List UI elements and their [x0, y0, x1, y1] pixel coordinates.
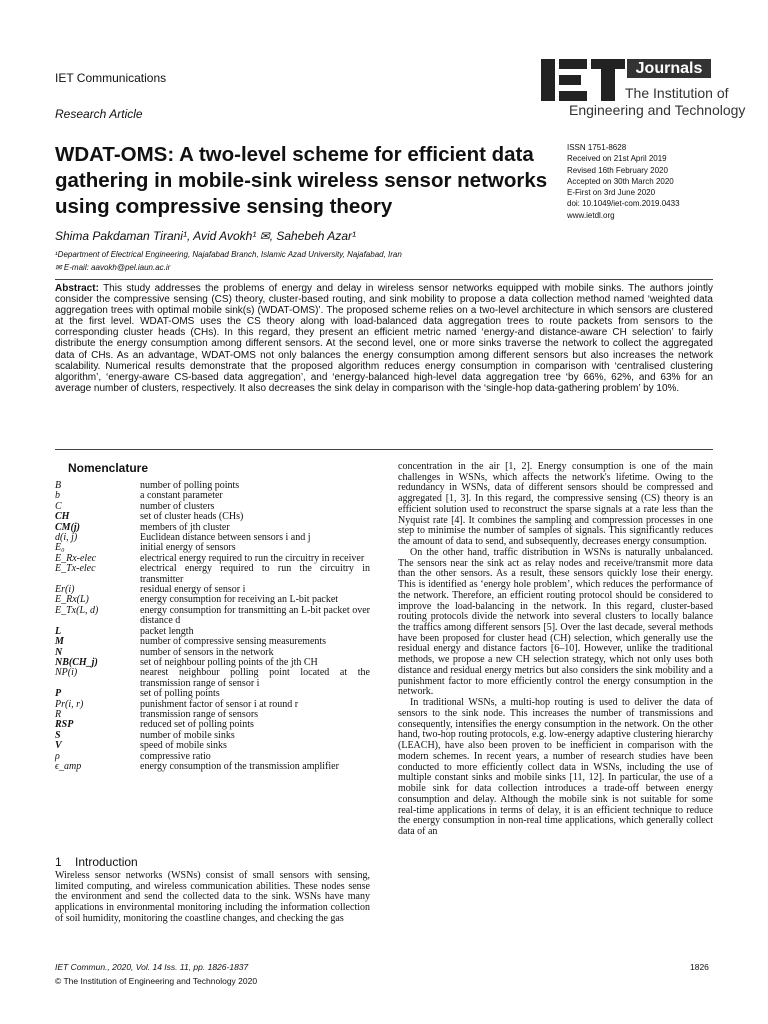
- nomenclature-definition: energy consumption for transmitting an L-bit packet over distance d: [140, 604, 370, 627]
- introduction-heading: [55, 855, 138, 869]
- abstract-bottom-rule: [55, 449, 713, 450]
- nomenclature-definition: residual energy of sensor i: [140, 584, 246, 596]
- nomenclature-definition: a constant parameter: [140, 490, 223, 502]
- author-list: Shima Pakdaman Tirani¹, Avid Avokh¹ ✉, Sahebeh Azar¹: [55, 229, 356, 243]
- nomenclature-item: [55, 689, 370, 699]
- nomenclature-symbol: R: [55, 708, 62, 720]
- nomenclature-symbol: b: [55, 490, 60, 502]
- nomenclature-symbol: S: [55, 729, 61, 741]
- revised-date: Revised 16th February 2020: [567, 165, 668, 175]
- nomenclature-definition: number of mobile sinks: [140, 729, 235, 741]
- nomenclature-definition: set of neighbour polling points of the jth CH: [140, 656, 318, 668]
- nomenclature-symbol: N: [55, 646, 63, 658]
- nomenclature-symbol: CH: [55, 511, 70, 523]
- nomenclature-symbol: Pr(i, r): [55, 698, 84, 710]
- abstract-label: Abstract:: [55, 283, 99, 294]
- footer-citation: IET Commun., 2020, Vol. 14 Iss. 11, pp. 1826-1837: [55, 962, 249, 972]
- nomenclature-heading: Nomenclature: [68, 461, 149, 475]
- nomenclature-symbol: C: [55, 500, 62, 512]
- corresponding-email[interactable]: ✉ E-mail: aavokh@pel.iaun.ac.ir: [55, 263, 171, 272]
- nomenclature-symbol: E_Rx(L): [55, 594, 89, 606]
- abstract-top-rule: [55, 279, 713, 280]
- nomenclature-symbol: M: [55, 636, 64, 648]
- introduction-text: Wireless sensor networks (WSNs) consist of small sensors with sensing, limited computing, and wireless communication abilities. These nodes sense the environment and send the collected data to the sink. WSNs have many applications in environmental monitoring including the information collection of soil humidity, monitoring the coastline changes, and checking the gas: [55, 870, 370, 924]
- nomenclature-definition: transmission range of sensors: [140, 708, 259, 720]
- nomenclature-item: [55, 637, 370, 647]
- journal-name: IET Communications: [55, 71, 167, 85]
- nomenclature-symbol: d(i, j): [55, 532, 78, 544]
- website-link[interactable]: www.ietdl.org: [567, 210, 615, 220]
- body-paragraph: In traditional WSNs, a multi-hop routing is used to deliver the data of sensors to the sink node. This increases the number of transmissions and consequently, intensifies the energy consumption in the network. On the other hand, two-hop routing protocols, e.g. low-energy adaptive clustering hierarchy (LEACH), have also been proven to be inefficient in comparison with the modern schemes. In recent years, a number of research studies have been conducted to more efficiently collect data in WSNs, including the use of multiple constant sinks and mobile sinks [11, 12]. In particular, the use of a mobile sink for data collection introduces a trade-off between energy consumption and delay. Although the mobile sink is not suitable for some real-time applications in terms of delay, it is an efficient technique to reduce the energy consumption in non-real time applications, which generally collect data of an: [398, 697, 713, 837]
- article-type: Research Article: [55, 107, 143, 121]
- nomenclature-definition: set of cluster heads (CHs): [140, 511, 244, 523]
- nomenclature-symbol: E₀: [55, 542, 65, 554]
- nomenclature-definition: members of jth cluster: [140, 521, 230, 533]
- nomenclature-definition: compressive ratio: [140, 750, 211, 762]
- nomenclature-symbol: RSP: [55, 719, 74, 731]
- nomenclature-definition: number of clusters: [140, 500, 215, 512]
- section-title: Introduction: [75, 855, 138, 869]
- nomenclature-definition: speed of mobile sinks: [140, 740, 227, 752]
- page-number: 1826: [690, 962, 709, 972]
- nomenclature-symbol: ϵ_amp: [55, 760, 82, 772]
- footer-copyright: © The Institution of Engineering and Technology 2020: [55, 976, 258, 986]
- nomenclature-symbol: ρ: [55, 750, 60, 762]
- nomenclature-definition: punishment factor of sensor i at round r: [140, 698, 299, 710]
- iet-letters-icon: [541, 58, 625, 102]
- logo-journals-badge: Journals: [627, 59, 711, 78]
- nomenclature-symbol: CM(j): [55, 521, 80, 533]
- nomenclature-symbol: E_Tx-elec: [55, 563, 96, 575]
- right-column-body: [398, 462, 713, 838]
- nomenclature-definition: reduced set of polling points: [140, 719, 254, 731]
- issn: ISSN 1751-8628: [567, 143, 627, 152]
- nomenclature-symbol: Er(i): [55, 584, 75, 596]
- doi[interactable]: doi: 10.1049/iet-com.2019.0433: [567, 199, 680, 209]
- article-metadata: [567, 142, 737, 221]
- nomenclature-symbol: NB(CH_j): [55, 656, 98, 668]
- body-paragraph: On the other hand, traffic distribution in WSNs is naturally unbalanced. The sensors near the sink act as relay nodes and receive/transmit more data than the other sensors. As a result, these sensors quickly lose their energy. This is identified as ‘energy hole problem’, which reduces the performance of the network. Therefore, an efficient routing protocol should be considered to improve the load-balancing in the network. In this regard, cluster-based routing protocols divide the network into several clusters to locally balance the traffics among different sensors [5]. Over the last decade, several methods have been proposed for cluster head (CH) selection, which generally use the residual energy and distance factors [6–10]. However, unlike the traditional methods, we propose a new CH selection strategy, which not only uses both distance and residual energy metrics but also considers the sink mobility and a punishment factor to more efficiently control the energy consumption in the network.: [398, 546, 713, 698]
- nomenclature-item: [55, 668, 370, 689]
- nomenclature-definition: electrical energy required to run the circuitry in receiver: [140, 552, 365, 564]
- section-number: 1: [55, 855, 62, 869]
- nomenclature-list: [55, 481, 370, 772]
- logo-institution-line1: The Institution of: [625, 85, 729, 101]
- paper-title: WDAT-OMS: A two-level scheme for efficient data gathering in mobile-sink wireless sensor networks using compressive sensing theory: [55, 143, 548, 218]
- nomenclature-definition: number of sensors in the network: [140, 646, 274, 658]
- nomenclature-symbol: P: [55, 688, 62, 700]
- nomenclature-definition: nearest neighbour polling point located at the transmission range of sensor i: [140, 667, 370, 689]
- nomenclature-definition: set of polling points: [140, 688, 220, 700]
- nomenclature-symbol: V: [55, 740, 62, 752]
- nomenclature-item: [55, 762, 370, 772]
- nomenclature-definition: electrical energy required to run the circuitry in transmitter: [140, 563, 370, 585]
- nomenclature-item: [55, 564, 370, 585]
- nomenclature-symbol: B: [55, 480, 62, 491]
- abstract: [55, 283, 713, 394]
- received-date: Received on 21st April 2019: [567, 154, 667, 164]
- nomenclature-symbol: E_Rx-elec: [55, 552, 97, 564]
- nomenclature-definition: number of polling points: [140, 480, 240, 491]
- abstract-text: This study addresses the problems of energy and delay in wireless sensor networks equipped with mobile sinks. The authors jointly consider the compressive sensing (CS) theory, cluster-based routing, and sink mobility to propose a data collection method named ‘weighted data aggregation trees with optimal mobile sink(s) (WDAT-OMS)’. The proposed scheme relies on a two-level architecture in which sensors are clustered at the first level. WDAT-OMS uses the CS theory along with load-balanced data aggregation trees to route packets from sensors to the corresponding cluster heads (CHs). In this regard, they present an efficient metric named ‘energy-and distance-aware CH selection’ to fairly distribute the energy consumption among different sensors. At the second level, one or more sinks traverse the network to collect the aggregated data of CHs. As an advantage, WDAT-OMS not only balances the energy consumption among different sensors but also increases the network scalability. Numerical results demonstrate that the proposed algorithm reduces energy consumption in comparison with ‘centralised clustering algorithm’, ‘energy-aware CS-based data aggregation’, and ‘energy-balanced high-level data aggregation tree ‘by 66%, 62%, and 63% for an average number of clusters, respectively. It also decreases the sink delay in comparison with the ‘single-hop data-gathering problem’ by 10%.: [55, 283, 713, 394]
- nomenclature-item: [55, 606, 370, 627]
- nomenclature-definition: energy consumption for receiving an L-bit packet: [140, 594, 339, 606]
- nomenclature-symbol: E_Tx(L, d): [55, 604, 99, 616]
- iet-logo: [541, 58, 746, 120]
- body-paragraph: concentration in the air [1, 2]. Energy consumption is one of the main challenges in WSNs, which affects the network's lifetime. Owing to the redundancy in WSNs, data of different sensors should be compressed and aggregated [1, 3]. In this regard, the compressive sensing (CS) theory is an efficient solution used to reconstruct the sparse signals at a rate less than the Nyquist rate [4]. It combines the sampling and compression processes in one step to minimise the number of samples of signals. This significantly reduces the amount of data to send, and subsequently, decreases energy consumption.: [398, 461, 713, 548]
- nomenclature-symbol: NP(i): [55, 667, 78, 679]
- nomenclature-definition: energy consumption of the transmission amplifier: [140, 760, 339, 772]
- nomenclature-symbol: L: [55, 625, 62, 637]
- nomenclature-definition: number of compressive sensing measurements: [140, 636, 327, 648]
- nomenclature-definition: packet length: [140, 625, 194, 637]
- nomenclature-definition: Euclidean distance between sensors i and j: [140, 532, 311, 544]
- affiliation: ¹Department of Electrical Engineering, Najafabad Branch, Islamic Azad University, Najafabad, Iran: [55, 250, 402, 259]
- efirst-date: E-First on 3rd June 2020: [567, 188, 656, 198]
- nomenclature-item: [55, 741, 370, 751]
- accepted-date: Accepted on 30th March 2020: [567, 176, 674, 186]
- nomenclature-definition: initial energy of sensors: [140, 542, 236, 554]
- logo-institution-line2: Engineering and Technology: [569, 102, 746, 118]
